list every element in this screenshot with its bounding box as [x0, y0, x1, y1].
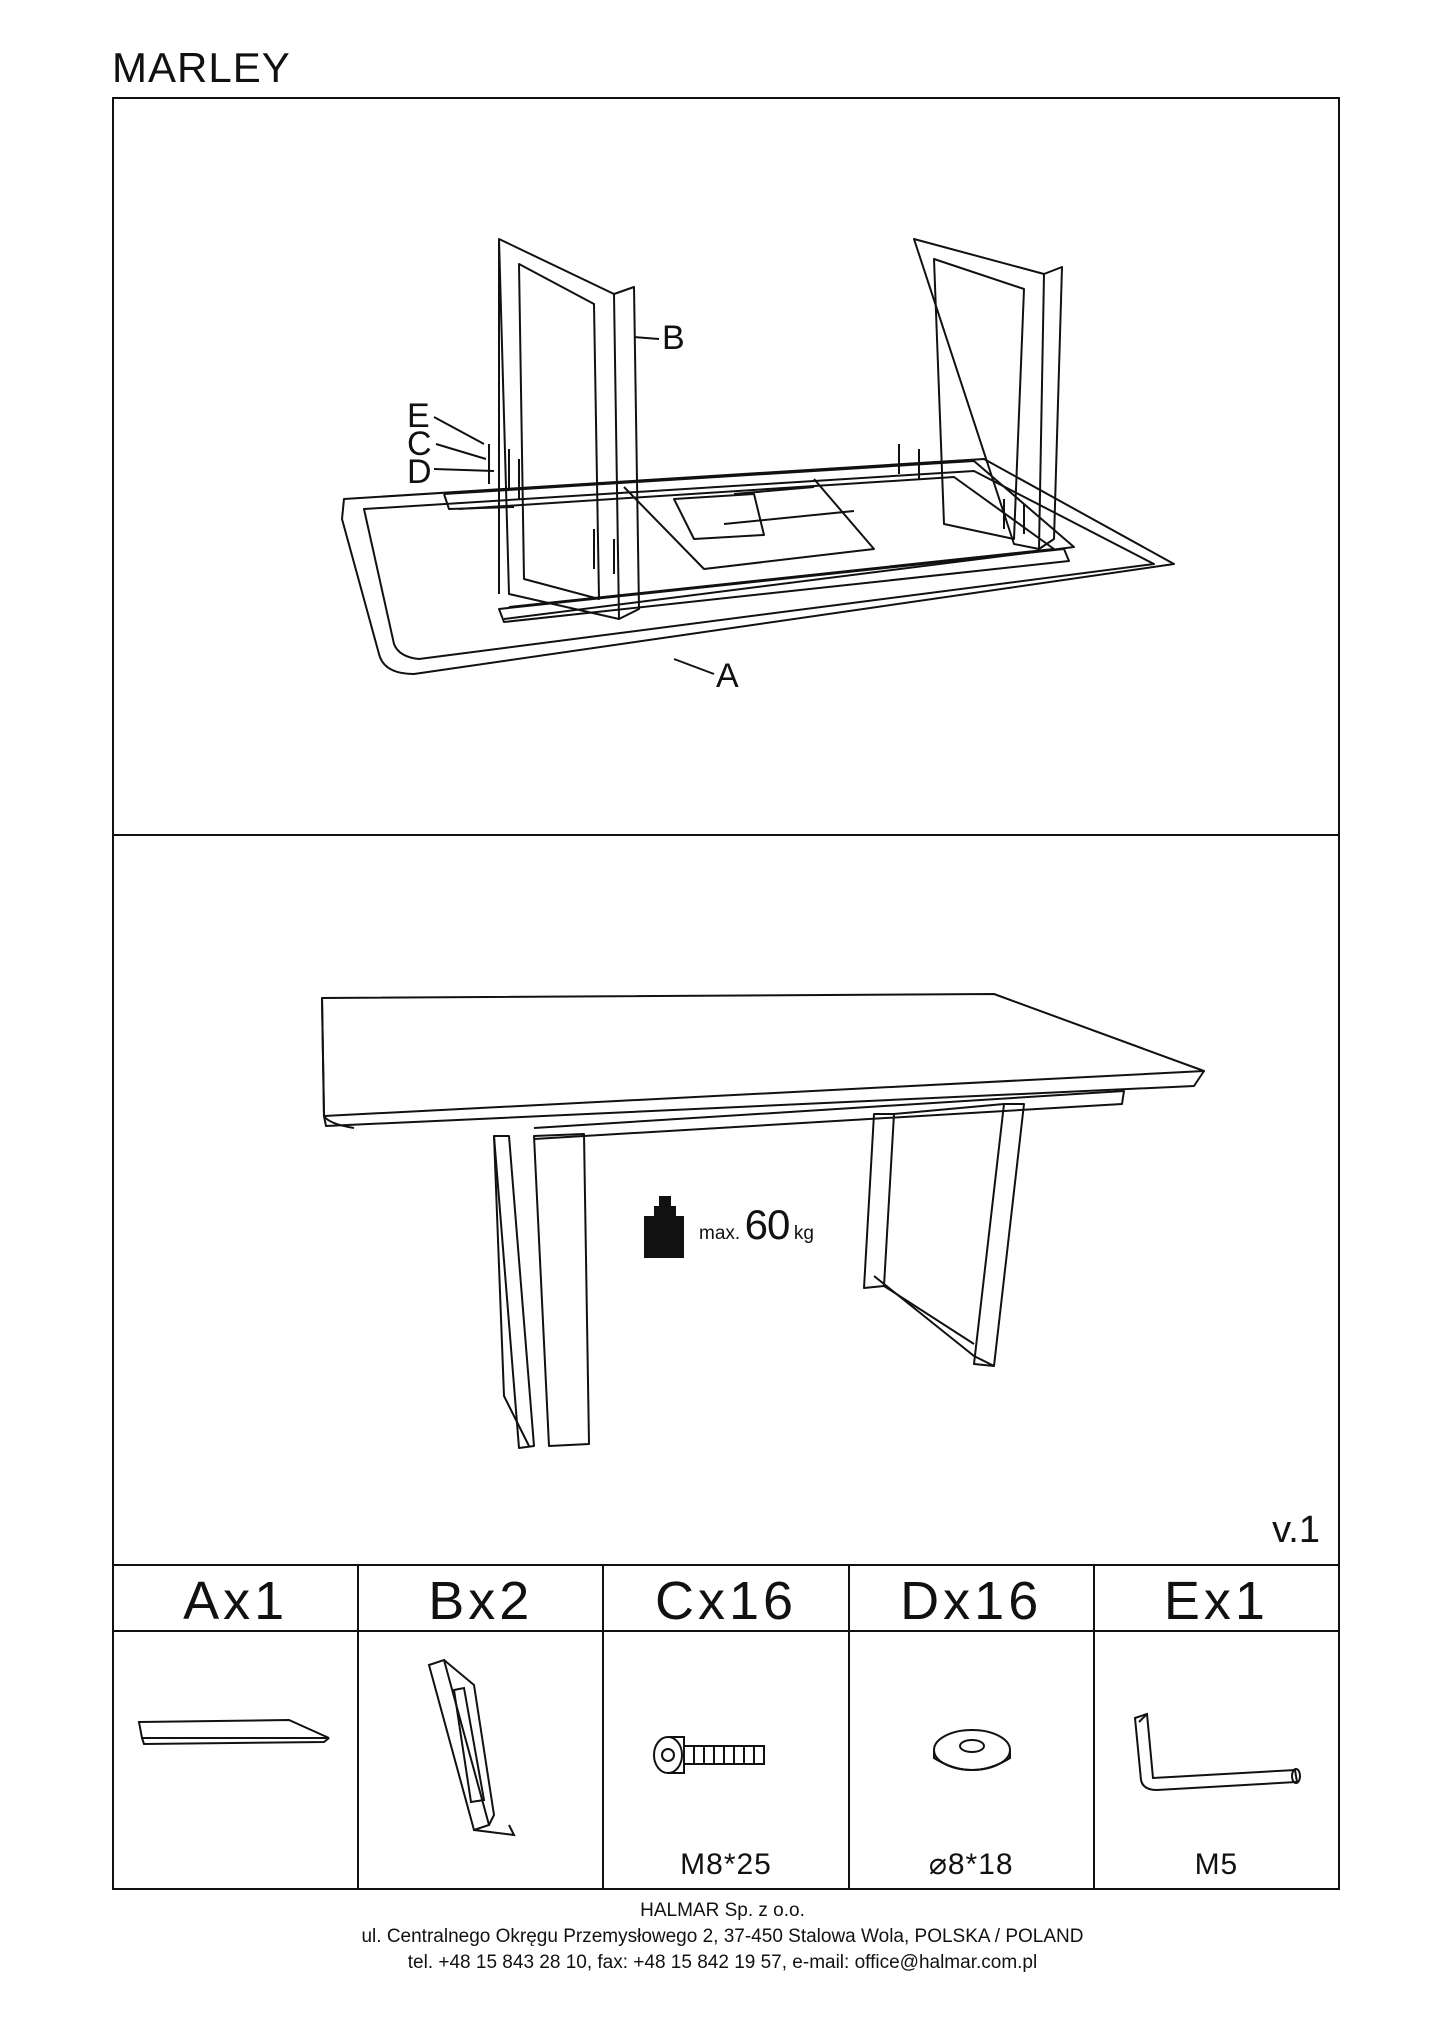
part-e-cell	[1095, 1630, 1338, 1890]
callout-d: D	[407, 453, 432, 491]
weight-icon	[644, 1196, 684, 1258]
tabletop	[322, 994, 1204, 1116]
part-d-header: Dx16	[850, 1564, 1095, 1630]
tabletop-part-icon	[114, 1630, 358, 1890]
part-b-cell	[359, 1630, 604, 1890]
load-capacity	[699, 1201, 814, 1249]
leader-cde	[434, 417, 494, 471]
bolt-spec: M8*25	[680, 1848, 772, 1881]
left-leg-b	[499, 239, 619, 619]
parts-header-row	[114, 1564, 1338, 1630]
load-max-label: max.	[699, 1223, 741, 1244]
part-b-header: Bx2	[359, 1564, 604, 1630]
assembled-panel	[114, 836, 1338, 1564]
load-unit: kg	[793, 1223, 814, 1244]
part-e-header: Ex1	[1163, 1571, 1269, 1631]
assembled-table-diagram	[114, 836, 1340, 1564]
right-leg	[864, 1114, 894, 1288]
parts-body-row	[114, 1630, 1338, 1890]
allen-key-spec: M5	[1194, 1848, 1239, 1881]
right-leg	[914, 239, 1044, 549]
part-a-header: Ax1	[114, 1564, 359, 1630]
footer-contact: tel. +48 15 843 28 10, fax: +48 15 842 19 57, e-mail: office@halmar.com.pl	[407, 1952, 1038, 1973]
assembly-step-panel	[114, 99, 1338, 834]
footer-address: ul. Centralnego Okręgu Przemysłowego 2, 37-450 Stalowa Wola, POLSKA / POLAND	[361, 1926, 1084, 1947]
leg-part-icon	[359, 1630, 603, 1890]
footer	[0, 1898, 1445, 1976]
callout-e: E	[407, 397, 430, 435]
footer-company: HALMAR Sp. z o.o.	[640, 1900, 805, 1921]
leader-b	[634, 337, 659, 339]
leader-a	[674, 659, 714, 674]
washer-spec: ⌀8*18	[928, 1848, 1014, 1881]
callout-b: B	[662, 319, 685, 357]
load-value: 60	[744, 1201, 790, 1248]
part-c-header: Cx16	[604, 1564, 849, 1630]
assembly-diagram	[114, 99, 1340, 834]
part-d-cell	[850, 1630, 1095, 1890]
callout-c: C	[407, 425, 432, 463]
version-label: v.1	[1272, 1509, 1320, 1551]
instruction-frame	[112, 97, 1340, 1890]
product-title: MARLEY	[112, 44, 291, 91]
part-c-cell	[604, 1630, 849, 1890]
part-a-cell	[114, 1630, 359, 1890]
callout-a: A	[716, 657, 739, 695]
